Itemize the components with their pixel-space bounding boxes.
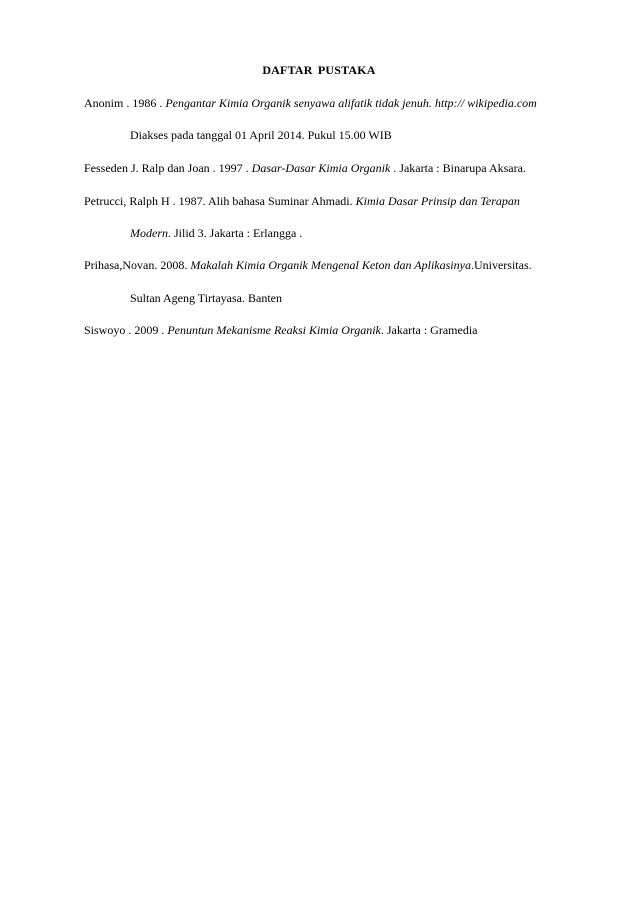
- reference-italic-title: Dasar-Dasar Kimia Organik: [251, 161, 391, 175]
- reference-text: . Jilid 3. Jakarta : Erlangga .: [168, 226, 303, 240]
- reference-italic-title: Kimia Dasar Prinsip dan Terapan: [355, 194, 520, 208]
- reference-entry-4: [84, 258, 532, 272]
- reference-entry-2: [84, 161, 526, 175]
- reference-text: Petrucci, Ralph H . 1987. Alih bahasa Suminar Ahmadi.: [84, 194, 356, 208]
- reference-text: . Jakarta : Binarupa Aksara.: [390, 161, 526, 175]
- reference-text: Fesseden J. Ralp dan Joan . 1997 .: [84, 161, 252, 175]
- reference-italic-title: Pengantar Kimia Organik senyawa alifatik tidak jenuh. http:// wikipedia.com: [165, 96, 537, 110]
- reference-entry-5: [84, 323, 477, 337]
- reference-text: . Jakarta : Gramedia: [380, 323, 478, 337]
- reference-text: Anonim . 1986 .: [84, 96, 166, 110]
- reference-italic-title: Makalah Kimia Organik Mengenal Keton dan Aplikasinya: [190, 258, 471, 272]
- reference-text: .Universitas.: [470, 258, 532, 272]
- reference-italic-title: Penuntun Mekanisme Reaksi Kimia Organik: [167, 323, 381, 337]
- reference-entry-1-continuation: Diakses pada tanggal 01 April 2014. Pukul 15.00 WIB: [130, 128, 392, 142]
- page-title: DAFTAR PUSTAKA: [262, 63, 376, 77]
- reference-entry-1: [84, 96, 537, 110]
- reference-entry-3: [84, 194, 520, 208]
- reference-italic-title: Modern: [130, 226, 168, 240]
- reference-text: Siswoyo . 2009 .: [84, 323, 168, 337]
- reference-text: Prihasa,Novan. 2008.: [84, 258, 191, 272]
- reference-entry-3-continuation: [130, 226, 302, 240]
- reference-entry-4-continuation: Sultan Ageng Tirtayasa. Banten: [130, 291, 282, 305]
